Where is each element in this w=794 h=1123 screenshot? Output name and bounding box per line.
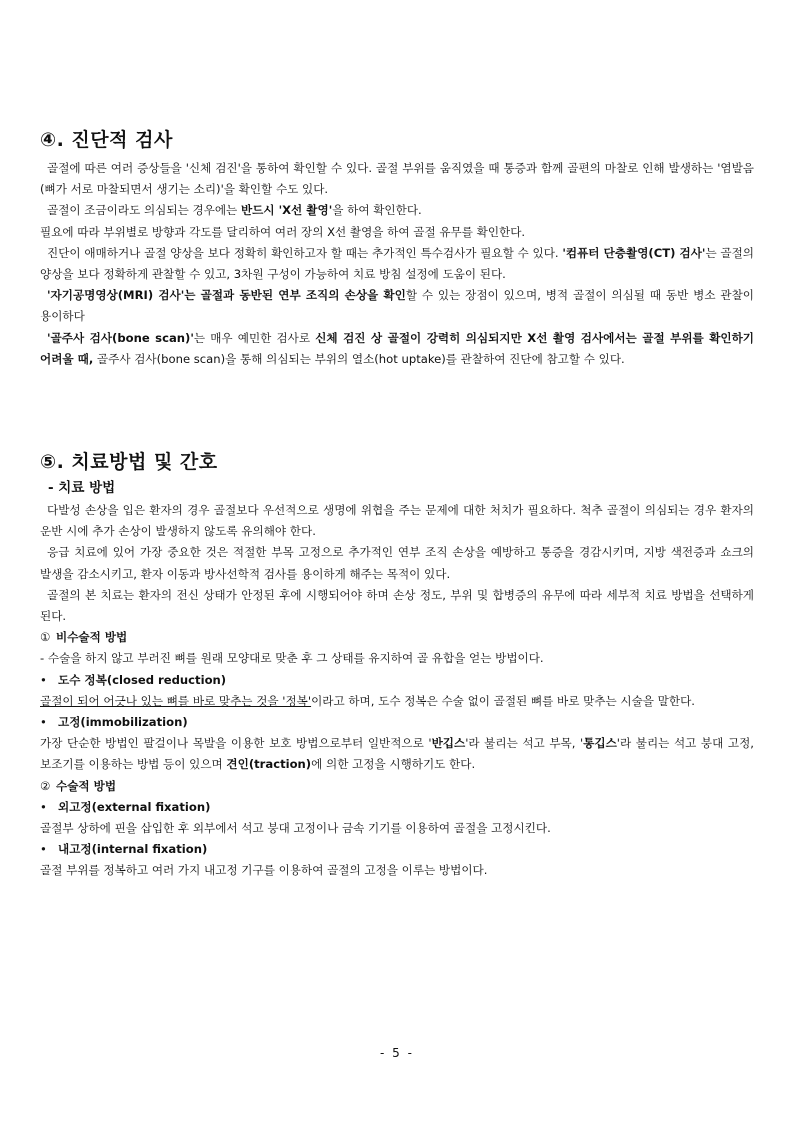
bold-text: 비수술적 방법 xyxy=(56,630,128,645)
bold-text: 반깁스 xyxy=(431,736,466,751)
bullet-internal-fixation-title xyxy=(40,839,754,860)
bold-text: '골주사 검사(bone scan)' xyxy=(47,330,194,345)
paragraph-mri xyxy=(40,285,754,327)
text: 는 골절의 양상을 보다 정확하게 관찰할 수 있고, 3차원 구성이 가능하여 치료 방침 설정에 도움이 된다. xyxy=(40,245,754,282)
text: '라 불리는 석고 부목, ' xyxy=(465,736,584,751)
bold-text: '컴퓨터 단층촬영(CT) 검사' xyxy=(562,245,706,260)
bold-text: 고정(immobilization) xyxy=(58,715,188,730)
paragraph-xray xyxy=(40,200,754,221)
method-surgical-title xyxy=(40,776,754,797)
text: 골절이 조금이라도 의심되는 경우에는 xyxy=(47,203,241,218)
method-nonsurgical-title xyxy=(40,627,754,648)
method-nonsurgical-desc: - 수술을 하지 않고 부러진 뼈를 원래 모양대로 맞춘 후 그 상태를 유지하여 골 유합을 얻는 방법이다. xyxy=(40,651,544,666)
paragraph-definitive: 골절의 본 치료는 환자의 전신 상태가 안정된 후에 시행되어야 하며 손상 정도, 부위 및 합병증의 유무에 따라 세부적 치료 방법을 선택하게 된다. xyxy=(40,587,754,624)
paragraph-physical-exam: 골절에 따른 여러 증상들을 '신체 검진'을 통하여 확인할 수 있다. 골절 부위를 움직였을 때 통증과 함께 골편의 마찰로 인해 발생하는 '염발음(뼈가 서로 마찰되면서 생기는 소리)'을 확인할 수도 있다. xyxy=(40,161,754,197)
bullet-icon: • xyxy=(40,672,47,687)
text: 을 하여 확인한다. xyxy=(332,203,422,218)
bullet-icon: • xyxy=(40,799,47,814)
text: 할 수 있는 장점이 있으며, 병적 골절이 의심될 때 동반 병소 관찰이 용이하다 xyxy=(40,288,754,324)
underlined-text: 골절이 되어 어긋나 있는 뼈를 바로 맞추는 것을 '정복' xyxy=(40,693,312,708)
subtitle-treatment-methods: - 치료 방법 xyxy=(48,480,116,496)
paragraph-xray-multi: 필요에 따라 부위별로 방향과 각도를 달리하여 여러 장의 X선 촬영을 하여 골절 유무를 확인한다. xyxy=(40,224,526,239)
paragraph-emergency: 응급 치료에 있어 가장 중요한 것은 적절한 부목 고정으로 추가적인 연부 조직 손상을 예방하고 통증을 경감시키며, 지방 색전증과 쇼크의 발생을 감소시키고, 환자 이동과 방사선학적 검사를 용이하게 해주는 목적이 있다. xyxy=(40,545,754,581)
bullet-closed-reduction-desc xyxy=(40,691,754,712)
paragraph-ct xyxy=(40,243,754,285)
section-treatment xyxy=(40,448,754,882)
bullet-immobilization-desc xyxy=(40,733,754,775)
bold-text: 통깁스 xyxy=(583,736,617,751)
bullet-external-fixation-title xyxy=(40,797,754,818)
text: 이라고 하며, 도수 정복은 수술 없이 골절된 뼈를 바로 맞추는 시술을 말한다. xyxy=(311,693,695,708)
bold-text: 도수 정복(closed reduction) xyxy=(58,672,227,687)
text: 는 매우 예민한 검사로 xyxy=(193,330,316,345)
bold-text: '자기공명영상(MRI) 검사'는 골절과 동반된 연부 조직의 손상을 확인 xyxy=(47,288,406,303)
bold-text: 견인(traction) xyxy=(226,757,312,772)
section-diagnostic-tests xyxy=(40,126,754,370)
bold-text: 반드시 'X선 촬영' xyxy=(240,203,333,218)
text: '라 불리는 석고 붕대 고정, 보조기를 이용하는 방법 등이 있으며 xyxy=(40,736,754,772)
diagnostic-body xyxy=(40,158,754,370)
section-title-treatment: ⑤. 치료방법 및 간호 xyxy=(40,451,218,473)
bullet-icon: • xyxy=(40,715,47,730)
bullet-external-fixation-desc: 골절부 상하에 핀을 삽입한 후 외부에서 석고 붕대 고정이나 금속 기기를 이용하여 골절을 고정시킨다. xyxy=(40,821,551,836)
paragraph-multiple-trauma: 다발성 손상을 입은 환자의 경우 골절보다 우선적으로 생명에 위협을 주는 문제에 대한 처치가 필요하다. 척추 골절이 의심되는 경우 환자의 운반 시에 추가 손상이 발생하지 않도록 유의해야 한다. xyxy=(40,503,754,539)
bold-text: 내고정(internal fixation) xyxy=(58,842,208,857)
paragraph-bone-scan xyxy=(40,328,754,370)
bullet-immobilization-title xyxy=(40,712,754,733)
circled-number: ② xyxy=(40,778,51,793)
bold-text: 외고정(external fixation) xyxy=(58,799,211,814)
text: 가장 단순한 방법인 팔걸이나 목발을 이용한 보호 방법으로부터 일반적으로 ' xyxy=(40,736,432,751)
text: 에 의한 고정을 시행하기도 한다. xyxy=(311,757,476,772)
text: 진단이 애매하거나 골절 양상을 보다 정확히 확인하고자 할 때는 추가적인 특수검사가 필요할 수 있다. xyxy=(47,245,563,260)
bold-text: 수술적 방법 xyxy=(56,778,117,793)
circled-number: ① xyxy=(40,630,51,645)
section-title-diagnostic: ④. 진단적 검사 xyxy=(40,129,173,151)
page-number: - 5 - xyxy=(380,1046,414,1060)
text: 골주사 검사(bone scan)을 통해 의심되는 부위의 열소(hot uptake)를 관찰하여 진단에 참고할 수 있다. xyxy=(93,351,625,366)
bullet-internal-fixation-desc: 골절 부위를 정복하고 여러 가지 내고정 기구를 이용하여 골절의 고정을 이루는 방법이다. xyxy=(40,863,488,878)
bullet-icon: • xyxy=(40,842,47,857)
bold-text: 신체 검진 상 골절이 강력히 의심되지만 X선 촬영 검사에서는 골절 부위를 확인하기 어려울 때, xyxy=(40,330,754,366)
bullet-closed-reduction-title xyxy=(40,670,754,691)
